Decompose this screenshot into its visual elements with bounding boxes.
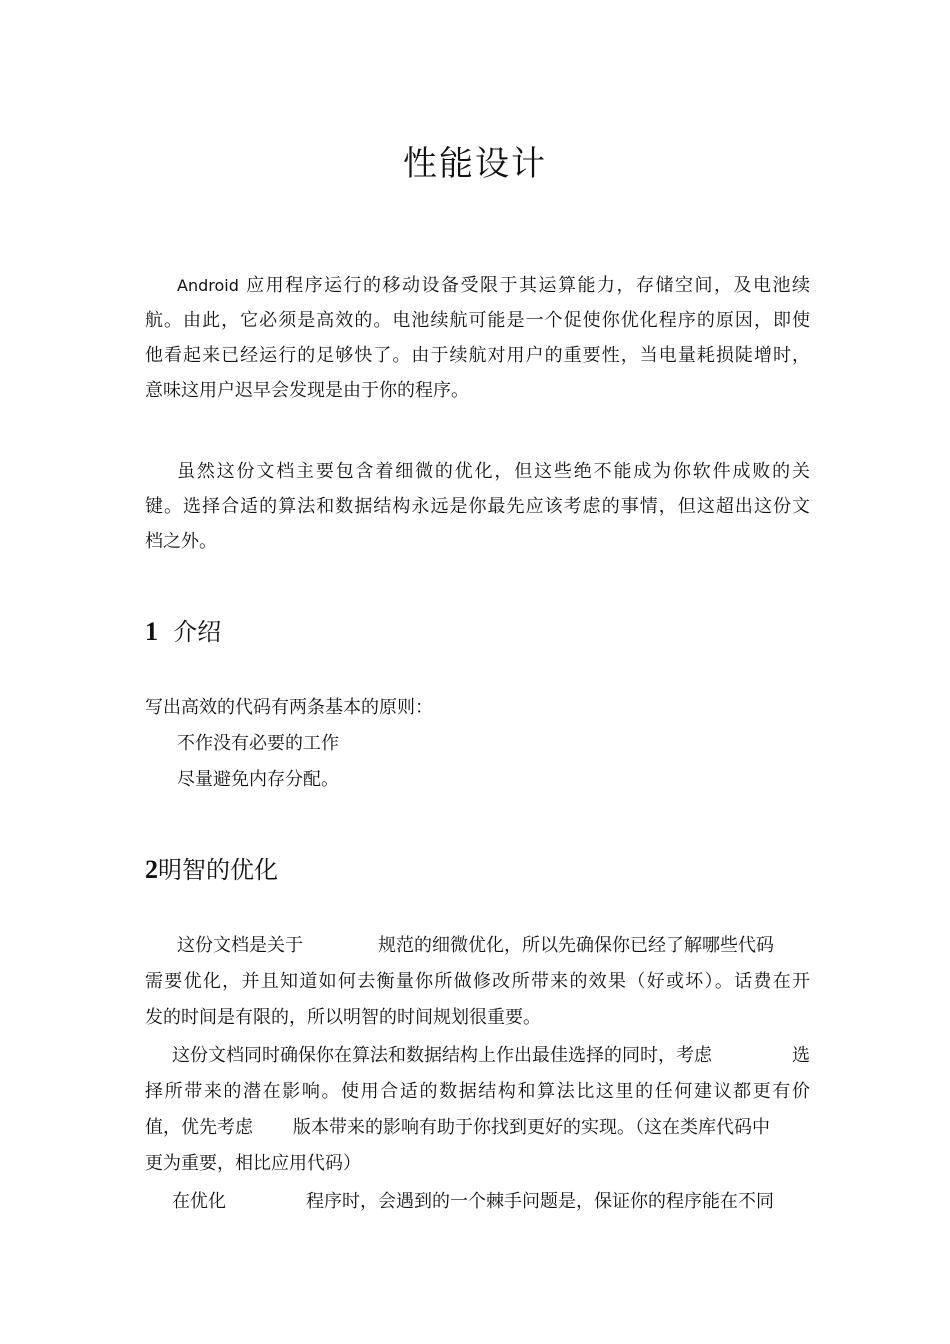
s2-p1-line-1a: 这份文档是关于 xyxy=(177,935,303,956)
s2-p1-line-3: 发的时间是有限的，所以明智的时间规划很重要。 xyxy=(145,1007,541,1028)
section-2-title: 明智的优化 xyxy=(158,856,278,884)
s2-p2-line-4: 更为重要，相比应用代码） xyxy=(145,1153,361,1174)
intro-p1-line-1 xyxy=(145,270,810,302)
s2-p2-line-2: 择所带来的潜在影响。使用合适的数据结构和算法比这里的任何建议都更有价 xyxy=(145,1081,810,1102)
section-1-number: 1 xyxy=(145,617,158,646)
section-2-number: 2 xyxy=(145,855,158,884)
document-title: 性能设计 xyxy=(403,144,547,184)
s2-p1-line-2: 需要优化，并且知道如何去衡量你所做修改所带来的效果（好或坏）。话费在开 xyxy=(145,971,810,992)
android-word: Android xyxy=(177,276,239,295)
intro-p1-line-2: 航。由此，它必须是高效的。电池续航可能是一个促使你优化程序的原因，即使 xyxy=(145,310,810,331)
section-1-heading xyxy=(145,615,221,649)
intro-p2-line-2: 键。选择合适的算法和数据结构永远是你最先应该考虑的事情，但这超出这份文 xyxy=(145,496,810,517)
s2-p2-line-1b: 选 xyxy=(792,1045,810,1066)
s2-p3-line-1a: 在优化 xyxy=(172,1191,226,1212)
s2-p2-line-3a: 值，优先考虑 xyxy=(145,1117,253,1138)
section-1-title: 介绍 xyxy=(173,618,222,646)
intro-p2-line-3: 档之外。 xyxy=(145,531,217,552)
section-2-heading xyxy=(145,853,278,887)
section-1-item-2: 尽量避免内存分配。 xyxy=(177,769,339,790)
section-1-lead: 写出高效的代码有两条基本的原则： xyxy=(145,697,433,718)
s2-p2-line-1a: 这份文档同时确保你在算法和数据结构上作出最佳选择的同时，考虑 xyxy=(172,1045,712,1066)
s2-p3-line-1b: 程序时，会遇到的一个棘手问题是，保证你的程序能在不同 xyxy=(306,1191,774,1212)
intro-p1-line-4: 意味这用户迟早会发现是由于你的程序。 xyxy=(145,380,469,401)
intro-p1-line-1-text: 应用程序运行的移动设备受限于其运算能力，存储空间，及电池续 xyxy=(246,275,810,296)
s2-p1-line-1b: 规范的细微优化，所以先确保你已经了解哪些代码 xyxy=(378,935,774,956)
s2-p2-line-3b: 版本带来的影响有助于你找到更好的实现。（这在类库代码中 xyxy=(293,1117,770,1138)
s2-p3-line-1 xyxy=(172,1186,837,1218)
s2-p2-line-1 xyxy=(172,1040,810,1072)
s2-p1-line-1 xyxy=(177,930,842,962)
intro-p1-line-3: 他看起来已经运行的足够快了。由于续航对用户的重要性，当电量耗损陡增时， xyxy=(145,345,810,366)
s2-p2-line-3 xyxy=(145,1112,810,1144)
intro-p2-line-1: 虽然这份文档主要包含着细微的优化，但这些绝不能成为你软件成败的关 xyxy=(177,461,810,482)
section-1-item-1: 不作没有必要的工作 xyxy=(177,733,339,754)
